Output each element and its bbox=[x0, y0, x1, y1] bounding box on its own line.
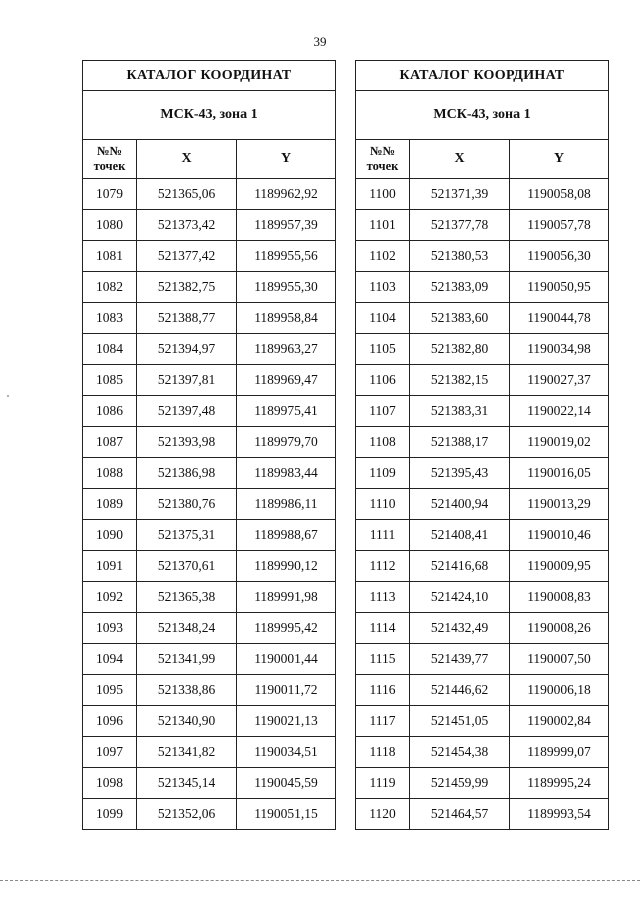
table-row bbox=[356, 365, 609, 396]
table-row bbox=[83, 644, 336, 675]
y-coordinate-cell: 1190009,95 bbox=[510, 551, 609, 582]
column-header-x: X bbox=[137, 140, 237, 179]
point-number-cell: 1101 bbox=[356, 210, 410, 241]
point-number-cell: 1108 bbox=[356, 427, 410, 458]
y-coordinate-cell: 1189969,47 bbox=[237, 365, 336, 396]
x-coordinate-cell: 521459,99 bbox=[410, 768, 510, 799]
y-coordinate-cell: 1190034,51 bbox=[237, 737, 336, 768]
y-coordinate-cell: 1190010,46 bbox=[510, 520, 609, 551]
y-coordinate-cell: 1189955,30 bbox=[237, 272, 336, 303]
point-number-cell: 1085 bbox=[83, 365, 137, 396]
y-coordinate-cell: 1189990,12 bbox=[237, 551, 336, 582]
point-number-cell: 1094 bbox=[83, 644, 137, 675]
table-row bbox=[356, 706, 609, 737]
point-number-cell: 1097 bbox=[83, 737, 137, 768]
x-coordinate-cell: 521386,98 bbox=[137, 458, 237, 489]
y-coordinate-cell: 1189993,54 bbox=[510, 799, 609, 830]
table-row bbox=[83, 365, 336, 396]
table-row bbox=[83, 520, 336, 551]
table-row bbox=[83, 210, 336, 241]
coordinate-catalog-right bbox=[355, 60, 609, 830]
y-coordinate-cell: 1189955,56 bbox=[237, 241, 336, 272]
point-number-cell: 1098 bbox=[83, 768, 137, 799]
y-coordinate-cell: 1190051,15 bbox=[237, 799, 336, 830]
x-coordinate-cell: 521352,06 bbox=[137, 799, 237, 830]
x-coordinate-cell: 521446,62 bbox=[410, 675, 510, 706]
y-coordinate-cell: 1189958,84 bbox=[237, 303, 336, 334]
point-number-cell: 1107 bbox=[356, 396, 410, 427]
x-coordinate-cell: 521397,48 bbox=[137, 396, 237, 427]
y-coordinate-cell: 1190011,72 bbox=[237, 675, 336, 706]
point-number-cell: 1096 bbox=[83, 706, 137, 737]
point-number-cell: 1099 bbox=[83, 799, 137, 830]
x-coordinate-cell: 521400,94 bbox=[410, 489, 510, 520]
point-number-cell: 1081 bbox=[83, 241, 137, 272]
catalog-title: КАТАЛОГ КООРДИНАТ bbox=[83, 61, 336, 91]
table-row bbox=[83, 706, 336, 737]
table-row bbox=[356, 799, 609, 830]
y-coordinate-cell: 1189957,39 bbox=[237, 210, 336, 241]
x-coordinate-cell: 521365,38 bbox=[137, 582, 237, 613]
table-row bbox=[83, 737, 336, 768]
y-coordinate-cell: 1189975,41 bbox=[237, 396, 336, 427]
x-coordinate-cell: 521383,31 bbox=[410, 396, 510, 427]
x-coordinate-cell: 521370,61 bbox=[137, 551, 237, 582]
y-coordinate-cell: 1190002,84 bbox=[510, 706, 609, 737]
point-number-cell: 1079 bbox=[83, 179, 137, 210]
table-row bbox=[356, 396, 609, 427]
y-coordinate-cell: 1190001,44 bbox=[237, 644, 336, 675]
column-header-x: X bbox=[410, 140, 510, 179]
y-coordinate-cell: 1190044,78 bbox=[510, 303, 609, 334]
x-coordinate-cell: 521432,49 bbox=[410, 613, 510, 644]
point-number-cell: 1109 bbox=[356, 458, 410, 489]
point-number-cell: 1117 bbox=[356, 706, 410, 737]
x-coordinate-cell: 521454,38 bbox=[410, 737, 510, 768]
x-coordinate-cell: 521340,90 bbox=[137, 706, 237, 737]
x-coordinate-cell: 521348,24 bbox=[137, 613, 237, 644]
point-number-cell: 1106 bbox=[356, 365, 410, 396]
y-coordinate-cell: 1190027,37 bbox=[510, 365, 609, 396]
point-number-cell: 1082 bbox=[83, 272, 137, 303]
x-coordinate-cell: 521393,98 bbox=[137, 427, 237, 458]
point-number-cell: 1088 bbox=[83, 458, 137, 489]
x-coordinate-cell: 521382,15 bbox=[410, 365, 510, 396]
table-row bbox=[83, 613, 336, 644]
catalog-zone: МСК-43, зона 1 bbox=[356, 91, 609, 140]
point-number-cell: 1114 bbox=[356, 613, 410, 644]
x-coordinate-cell: 521345,14 bbox=[137, 768, 237, 799]
point-number-cell: 1115 bbox=[356, 644, 410, 675]
y-coordinate-cell: 1190016,05 bbox=[510, 458, 609, 489]
table-row bbox=[356, 644, 609, 675]
page-number: 39 bbox=[313, 34, 327, 49]
catalog-rows bbox=[356, 179, 609, 830]
point-number-cell: 1090 bbox=[83, 520, 137, 551]
table-row bbox=[356, 520, 609, 551]
point-number-cell: 1095 bbox=[83, 675, 137, 706]
point-number-cell: 1120 bbox=[356, 799, 410, 830]
point-number-cell: 1103 bbox=[356, 272, 410, 303]
column-header-y: Y bbox=[237, 140, 336, 179]
y-coordinate-cell: 1189979,70 bbox=[237, 427, 336, 458]
table-row bbox=[83, 334, 336, 365]
x-coordinate-cell: 521380,76 bbox=[137, 489, 237, 520]
table-row bbox=[356, 241, 609, 272]
point-number-cell: 1084 bbox=[83, 334, 137, 365]
x-coordinate-cell: 521371,39 bbox=[410, 179, 510, 210]
x-coordinate-cell: 521383,60 bbox=[410, 303, 510, 334]
x-coordinate-cell: 521416,68 bbox=[410, 551, 510, 582]
y-coordinate-cell: 1189983,44 bbox=[237, 458, 336, 489]
point-number-cell: 1116 bbox=[356, 675, 410, 706]
table-row bbox=[356, 582, 609, 613]
y-coordinate-cell: 1189986,11 bbox=[237, 489, 336, 520]
page-bottom-rule bbox=[0, 880, 640, 881]
point-number-cell: 1110 bbox=[356, 489, 410, 520]
table-row bbox=[83, 582, 336, 613]
table-row bbox=[356, 334, 609, 365]
table-row bbox=[83, 768, 336, 799]
x-coordinate-cell: 521375,31 bbox=[137, 520, 237, 551]
point-number-cell: 1102 bbox=[356, 241, 410, 272]
table-row bbox=[83, 458, 336, 489]
x-coordinate-cell: 521338,86 bbox=[137, 675, 237, 706]
point-number-cell: 1093 bbox=[83, 613, 137, 644]
x-coordinate-cell: 521394,97 bbox=[137, 334, 237, 365]
table-row bbox=[83, 396, 336, 427]
x-coordinate-cell: 521464,57 bbox=[410, 799, 510, 830]
y-coordinate-cell: 1190022,14 bbox=[510, 396, 609, 427]
x-coordinate-cell: 521380,53 bbox=[410, 241, 510, 272]
point-number-cell: 1105 bbox=[356, 334, 410, 365]
x-coordinate-cell: 521382,75 bbox=[137, 272, 237, 303]
y-coordinate-cell: 1189999,07 bbox=[510, 737, 609, 768]
table-row bbox=[83, 551, 336, 582]
x-coordinate-cell: 521395,43 bbox=[410, 458, 510, 489]
x-coordinate-cell: 521408,41 bbox=[410, 520, 510, 551]
y-coordinate-cell: 1190057,78 bbox=[510, 210, 609, 241]
table-row bbox=[83, 427, 336, 458]
y-coordinate-cell: 1190008,26 bbox=[510, 613, 609, 644]
table-row bbox=[83, 241, 336, 272]
y-coordinate-cell: 1189988,67 bbox=[237, 520, 336, 551]
x-coordinate-cell: 521451,05 bbox=[410, 706, 510, 737]
y-coordinate-cell: 1190058,08 bbox=[510, 179, 609, 210]
table-row bbox=[356, 272, 609, 303]
y-coordinate-cell: 1190019,02 bbox=[510, 427, 609, 458]
table-row bbox=[356, 179, 609, 210]
table-row bbox=[83, 799, 336, 830]
x-coordinate-cell: 521388,77 bbox=[137, 303, 237, 334]
table-row bbox=[356, 768, 609, 799]
x-coordinate-cell: 521377,42 bbox=[137, 241, 237, 272]
y-coordinate-cell: 1190034,98 bbox=[510, 334, 609, 365]
point-number-cell: 1113 bbox=[356, 582, 410, 613]
table-row bbox=[83, 179, 336, 210]
y-coordinate-cell: 1190007,50 bbox=[510, 644, 609, 675]
x-coordinate-cell: 521377,78 bbox=[410, 210, 510, 241]
table-row bbox=[356, 210, 609, 241]
point-number-cell: 1080 bbox=[83, 210, 137, 241]
y-coordinate-cell: 1189995,24 bbox=[510, 768, 609, 799]
column-header-point-number: №№ точек bbox=[83, 140, 137, 179]
table-row bbox=[356, 458, 609, 489]
table-row bbox=[356, 675, 609, 706]
x-coordinate-cell: 521397,81 bbox=[137, 365, 237, 396]
catalog-rows bbox=[83, 179, 336, 830]
y-coordinate-cell: 1189962,92 bbox=[237, 179, 336, 210]
y-coordinate-cell: 1190013,29 bbox=[510, 489, 609, 520]
table-row bbox=[356, 737, 609, 768]
scan-speck bbox=[7, 395, 9, 397]
table-row bbox=[83, 489, 336, 520]
point-number-cell: 1112 bbox=[356, 551, 410, 582]
point-number-cell: 1091 bbox=[83, 551, 137, 582]
x-coordinate-cell: 521424,10 bbox=[410, 582, 510, 613]
point-number-cell: 1087 bbox=[83, 427, 137, 458]
catalog-zone: МСК-43, зона 1 bbox=[83, 91, 336, 140]
table-row bbox=[356, 427, 609, 458]
point-number-cell: 1100 bbox=[356, 179, 410, 210]
y-coordinate-cell: 1190056,30 bbox=[510, 241, 609, 272]
x-coordinate-cell: 521373,42 bbox=[137, 210, 237, 241]
table-row bbox=[356, 303, 609, 334]
x-coordinate-cell: 521388,17 bbox=[410, 427, 510, 458]
y-coordinate-cell: 1190008,83 bbox=[510, 582, 609, 613]
x-coordinate-cell: 521341,99 bbox=[137, 644, 237, 675]
point-number-cell: 1104 bbox=[356, 303, 410, 334]
y-coordinate-cell: 1189995,42 bbox=[237, 613, 336, 644]
table-row bbox=[83, 272, 336, 303]
point-number-cell: 1089 bbox=[83, 489, 137, 520]
point-number-cell: 1086 bbox=[83, 396, 137, 427]
y-coordinate-cell: 1189991,98 bbox=[237, 582, 336, 613]
y-coordinate-cell: 1190021,13 bbox=[237, 706, 336, 737]
table-row bbox=[83, 303, 336, 334]
point-number-cell: 1083 bbox=[83, 303, 137, 334]
column-header-y: Y bbox=[510, 140, 609, 179]
x-coordinate-cell: 521365,06 bbox=[137, 179, 237, 210]
coordinate-catalog-left bbox=[82, 60, 336, 830]
y-coordinate-cell: 1190006,18 bbox=[510, 675, 609, 706]
table-row bbox=[83, 675, 336, 706]
point-number-cell: 1118 bbox=[356, 737, 410, 768]
catalog-title: КАТАЛОГ КООРДИНАТ bbox=[356, 61, 609, 91]
x-coordinate-cell: 521341,82 bbox=[137, 737, 237, 768]
y-coordinate-cell: 1190050,95 bbox=[510, 272, 609, 303]
column-header-point-number: №№ точек bbox=[356, 140, 410, 179]
point-number-cell: 1111 bbox=[356, 520, 410, 551]
y-coordinate-cell: 1189963,27 bbox=[237, 334, 336, 365]
point-number-cell: 1092 bbox=[83, 582, 137, 613]
x-coordinate-cell: 521439,77 bbox=[410, 644, 510, 675]
point-number-cell: 1119 bbox=[356, 768, 410, 799]
x-coordinate-cell: 521383,09 bbox=[410, 272, 510, 303]
table-row bbox=[356, 489, 609, 520]
y-coordinate-cell: 1190045,59 bbox=[237, 768, 336, 799]
x-coordinate-cell: 521382,80 bbox=[410, 334, 510, 365]
table-row bbox=[356, 551, 609, 582]
table-row bbox=[356, 613, 609, 644]
